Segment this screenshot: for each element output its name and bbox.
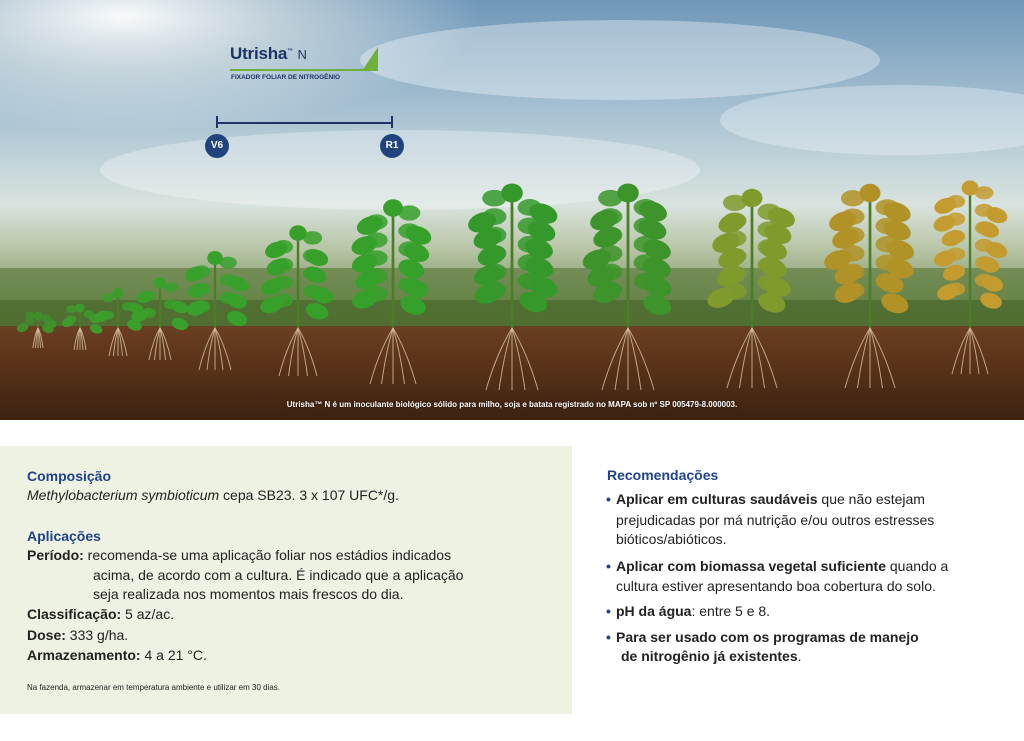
composition-text: Methylobacterium symbioticum cepa SB23. 3 x 107 UFC*/g. [27, 487, 399, 503]
recommendation-4-line-2: de nitrogênio já existentes. [621, 648, 802, 664]
storage-line: Armazenamento: 4 a 21 °C. [27, 647, 207, 663]
bullet-icon: • [606, 491, 611, 507]
storage-footnote: Na fazenda, armazenar em temperatura ambiente e utilizar em 30 dias. [27, 683, 281, 692]
bullet-icon: • [606, 558, 611, 574]
brand-tagline: FIXADOR FOLIAR DE NITROGÊNIO [231, 74, 341, 81]
recommendation-1-line-3: bióticos/abióticos. [616, 531, 727, 547]
recommendation-2: Aplicar com biomassa vegetal suficiente quando a [616, 558, 949, 574]
classification-line: Classificação: 5 az/ac. [27, 606, 175, 622]
brand-underline [230, 69, 370, 71]
stage-badge-end: R1 [380, 134, 404, 158]
applications-heading: Aplicações [27, 528, 101, 544]
bullet-icon: • [606, 629, 611, 645]
leaf-icon [362, 47, 378, 71]
brand-logo [230, 44, 390, 94]
period-line-3: seja realizada nos momentos mais frescos do dia. [93, 586, 404, 602]
recommendation-1: Aplicar em culturas saudáveis que não estejam [616, 491, 925, 507]
registration-note: Utrisha™ N é um inoculante biológico sólido para milho, soja e batata registrado no MAPA sob nº SP 005479-8.000003. [286, 400, 738, 409]
stage-tick-start [216, 116, 218, 128]
stage-tick-end [391, 116, 393, 128]
period-line-2: acima, de acordo com a cultura. É indicado que a aplicação [93, 567, 464, 583]
brand-name: Utrisha™ N [230, 44, 307, 63]
stage-range-line [216, 122, 392, 124]
composition-heading: Composição [27, 468, 112, 484]
stage-badge-start: V6 [205, 134, 229, 158]
bullet-icon: • [606, 603, 611, 619]
period-line: Período: recomenda-se uma aplicação foliar nos estádios indicados [27, 547, 452, 563]
recommendation-3: pH da água: entre 5 e 8. [616, 603, 771, 619]
recommendation-4: Para ser usado com os programas de manejo [616, 629, 919, 645]
recommendation-2-line-2: cultura estiver apresentando boa cobertura do solo. [616, 578, 936, 594]
dose-line: Dose: 333 g/ha. [27, 627, 129, 643]
recommendation-1-line-2: prejudicadas por má nutrição e/ou outros estresses [616, 512, 935, 528]
recommendations-heading: Recomendações [607, 467, 719, 483]
